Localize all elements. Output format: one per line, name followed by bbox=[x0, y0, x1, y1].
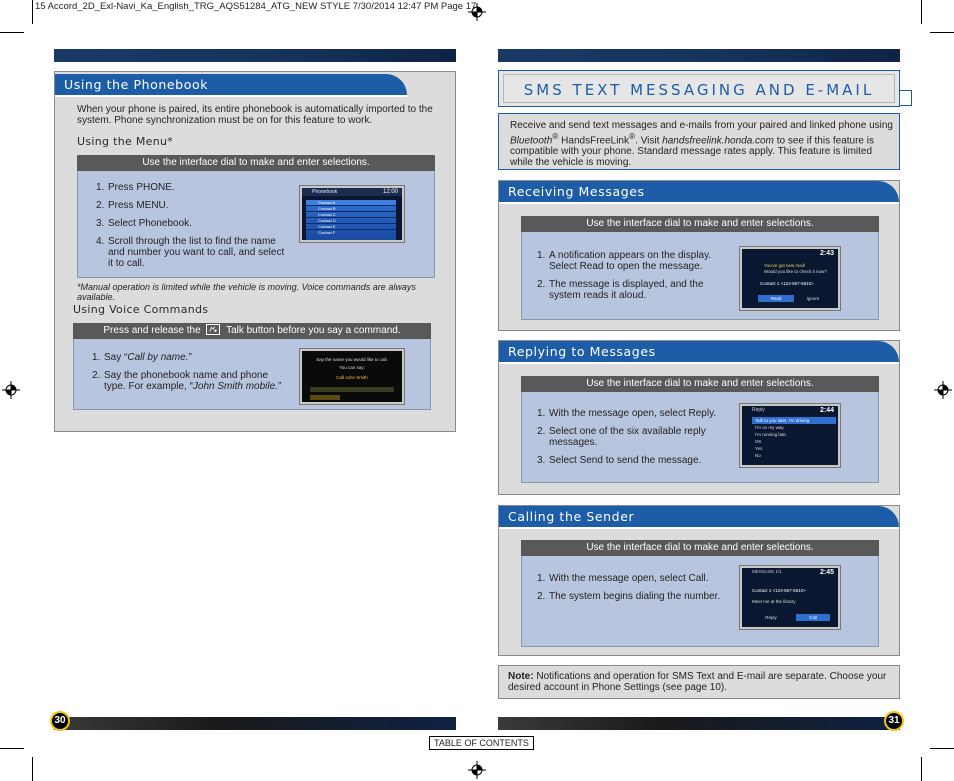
top-decor-bar bbox=[54, 49, 456, 62]
voice-screenshot: Say the name you would like to call. You can say: Call John Smith bbox=[300, 349, 404, 404]
section-intro-box bbox=[498, 113, 900, 170]
print-slug: 15 Accord_2D_Exl-Navi_Ka_English_TRG_AQS51284_ATG_NEW STYLE 7/30/2014 12:47 PM Page 17 bbox=[35, 1, 477, 12]
receiving-panel bbox=[498, 180, 900, 331]
menu-instruction-bar: Use the interface dial to make and enter selections. bbox=[77, 155, 435, 171]
voice-instructions-box bbox=[73, 323, 431, 410]
calling-header: Calling the Sender bbox=[499, 506, 899, 527]
receiving-header: Receiving Messages bbox=[499, 181, 899, 202]
voice-steps-list bbox=[92, 352, 282, 399]
replying-header: Replying to Messages bbox=[499, 341, 899, 362]
calling-instruction-bar: Use the interface dial to make and enter selections. bbox=[521, 540, 879, 556]
list-item: 2. Press MENU. bbox=[96, 200, 169, 211]
note-box bbox=[498, 665, 900, 699]
receiving-screenshot: 2:43 You've got new mail! Would you like to check it now? Contact 1 <123-567-5910> Read Ignore bbox=[740, 247, 840, 310]
list-item: 1. Press PHONE. bbox=[96, 182, 175, 193]
crop-mark bbox=[930, 32, 954, 33]
voice-subheading: Using Voice Commands bbox=[73, 303, 209, 316]
phonebook-header: Using the Phonebook bbox=[55, 74, 407, 95]
receiving-instruction-bar: Use the interface dial to make and enter selections. bbox=[521, 216, 879, 232]
menu-instructions-box bbox=[77, 155, 435, 278]
phonebook-intro: When your phone is paired, its entire phonebook is automatically imported to the system. Phone synchronization must be on for this feature to work. bbox=[77, 104, 433, 126]
receiving-steps-list bbox=[537, 250, 717, 308]
calling-instructions-box bbox=[521, 540, 879, 647]
list-item: 1. With the message open, select Call. bbox=[537, 573, 709, 584]
menu-footnote: *Manual operation is limited while the vehicle is moving. Voice commands are always available. bbox=[77, 282, 416, 302]
crop-mark bbox=[32, 757, 33, 781]
list-item: 2. The message is displayed, and the system reads it aloud. bbox=[537, 279, 704, 301]
registration-mark-icon bbox=[934, 381, 952, 399]
list-item: 3. Select Send to send the message. bbox=[537, 455, 702, 466]
crop-mark bbox=[921, 0, 922, 24]
registration-mark-icon bbox=[2, 381, 20, 399]
menu-subheading: Using the Menu* bbox=[77, 135, 174, 148]
crop-mark bbox=[32, 0, 33, 24]
replying-steps-list bbox=[537, 408, 717, 473]
table-of-contents-link[interactable]: TABLE OF CONTENTS bbox=[429, 736, 534, 750]
note-text: Note: Notifications and operation for SMS Text and E-mail are separate. Choose your desired account in Phone Settings (see page 10). bbox=[508, 671, 887, 693]
footer-bar-right bbox=[498, 717, 900, 730]
section-title: SMS TEXT MESSAGING AND E-MAIL bbox=[523, 81, 875, 99]
replying-instructions-box bbox=[521, 376, 879, 483]
menu-steps-list bbox=[96, 182, 286, 276]
registration-mark-icon bbox=[468, 761, 486, 779]
page-number-left: 30 bbox=[50, 711, 70, 731]
list-item: 2. The system begins dialing the number. bbox=[537, 591, 721, 602]
list-item: 2. Say the phonebook name and phone type. For example, “John Smith mobile.” bbox=[92, 370, 282, 392]
section-title-box bbox=[498, 70, 900, 107]
page-number-right: 31 bbox=[884, 711, 904, 731]
section-intro-text: Receive and send text messages and e-mails from your paired and linked phone using Bluetooth® HandsFreeLink®. Visit handsfreelink.honda.com to see if this feature is compatible with your phone. Standard message rates apply. This feature is limited while the vehicle is moving. bbox=[510, 120, 893, 169]
crop-mark bbox=[0, 748, 24, 749]
top-decor-bar bbox=[498, 49, 900, 62]
replying-panel bbox=[498, 340, 900, 495]
phonebook-screenshot: Phonebook 12:00 Contact A Contact B Contact C Contact D Contact E Contact F bbox=[300, 186, 404, 242]
list-item: 2. Select one of the six available reply messages. bbox=[537, 426, 706, 448]
crop-mark bbox=[0, 32, 24, 33]
talk-button-icon bbox=[206, 324, 220, 335]
calling-screenshot: MESSAGE 1/1 2:45 Contact 1 <123-567-5910> Meet me at the library Reply Call bbox=[740, 566, 840, 629]
list-item: 1. With the message open, select Reply. bbox=[537, 408, 717, 419]
list-item: 4. Scroll through the list to find the name and number you want to call, and select it to call. bbox=[96, 236, 285, 269]
calling-steps-list bbox=[537, 573, 727, 609]
list-item: 1. Say “Call by name.” bbox=[92, 352, 192, 363]
crop-mark bbox=[930, 748, 954, 749]
title-bracket bbox=[900, 90, 912, 106]
footer-bar-left bbox=[54, 717, 456, 730]
crop-mark bbox=[921, 757, 922, 781]
receiving-instructions-box bbox=[521, 216, 879, 320]
replying-screenshot: Reply 2:44 Talk to you later, I'm driving. I'm on my way. I'm running late. OK Yes No bbox=[740, 404, 840, 467]
phonebook-panel bbox=[54, 71, 456, 432]
replying-instruction-bar: Use the interface dial to make and enter selections. bbox=[521, 376, 879, 392]
calling-panel bbox=[498, 505, 900, 656]
voice-instruction-bar: Press and release the Talk button before you say a command. bbox=[73, 323, 431, 339]
list-item: 3. Select Phonebook. bbox=[96, 218, 192, 229]
registration-mark-icon bbox=[468, 3, 486, 21]
list-item: 1. A notification appears on the display. Select Read to open the message. bbox=[537, 250, 712, 272]
